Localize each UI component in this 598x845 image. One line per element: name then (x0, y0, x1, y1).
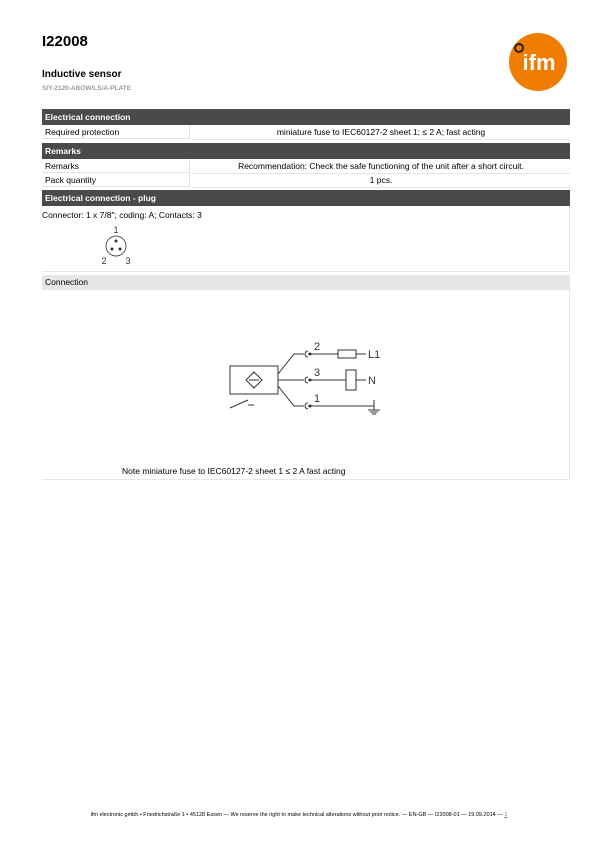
ifm-logo (508, 32, 568, 92)
svg-text:2: 2 (101, 256, 107, 266)
table-row (42, 125, 570, 139)
plug-box (42, 206, 570, 272)
svg-text:1: 1 (113, 225, 119, 235)
logo-text: ifm (522, 50, 556, 75)
wire-label: 1 (314, 393, 321, 405)
table-row (42, 173, 570, 187)
row-value: miniature fuse to IEC60127-2 sheet 1; ≤ 2 A; fast acting (192, 125, 570, 140)
connection-note: Note miniature fuse to IEC60127-2 sheet 1 ≤ 2 A fast acting (122, 466, 346, 476)
footer-text: ifm electronic gmbh • Friedrichstraße 1 • 45128 Essen — We reserve the right to make technical alterations without prior notice. — EN-GB — I22008-01 — 19.09.2014 — (90, 812, 503, 818)
row-label: Remarks (42, 159, 189, 173)
connector-text: Connector: 1 x 7/8"; coding: A; Contacts: 3 (42, 210, 202, 220)
row-label: Required protection (42, 125, 189, 139)
row-value: Recommendation: Check the safe functioning of the unit after a short circuit. (192, 159, 570, 174)
connection-box (42, 290, 570, 480)
article-number: SIY-2120-ABOW/LS/A-PLATE (42, 85, 132, 92)
section-plug: Electrical connection - plug (42, 190, 570, 206)
product-code: I22008 (42, 33, 88, 50)
section-remarks: Remarks (42, 143, 570, 159)
page-number-link[interactable]: 1 (504, 812, 508, 818)
wire-label: 3 (314, 367, 321, 379)
svg-text:3: 3 (125, 256, 131, 266)
row-value: 1 pcs. (192, 173, 570, 188)
table-row (42, 159, 570, 173)
product-name: Inductive sensor (42, 69, 122, 80)
wire-label: 2 (314, 341, 321, 353)
section-connection: Connection (42, 275, 570, 290)
terminal-label: L1 (368, 349, 381, 361)
row-label: Pack quantity (42, 173, 189, 187)
terminal-label: N (368, 375, 376, 387)
section-electrical-connection: Electrical connection (42, 109, 570, 125)
connector-pinout-icon (96, 224, 136, 266)
wiring-diagram (228, 338, 398, 418)
footer (0, 812, 598, 818)
